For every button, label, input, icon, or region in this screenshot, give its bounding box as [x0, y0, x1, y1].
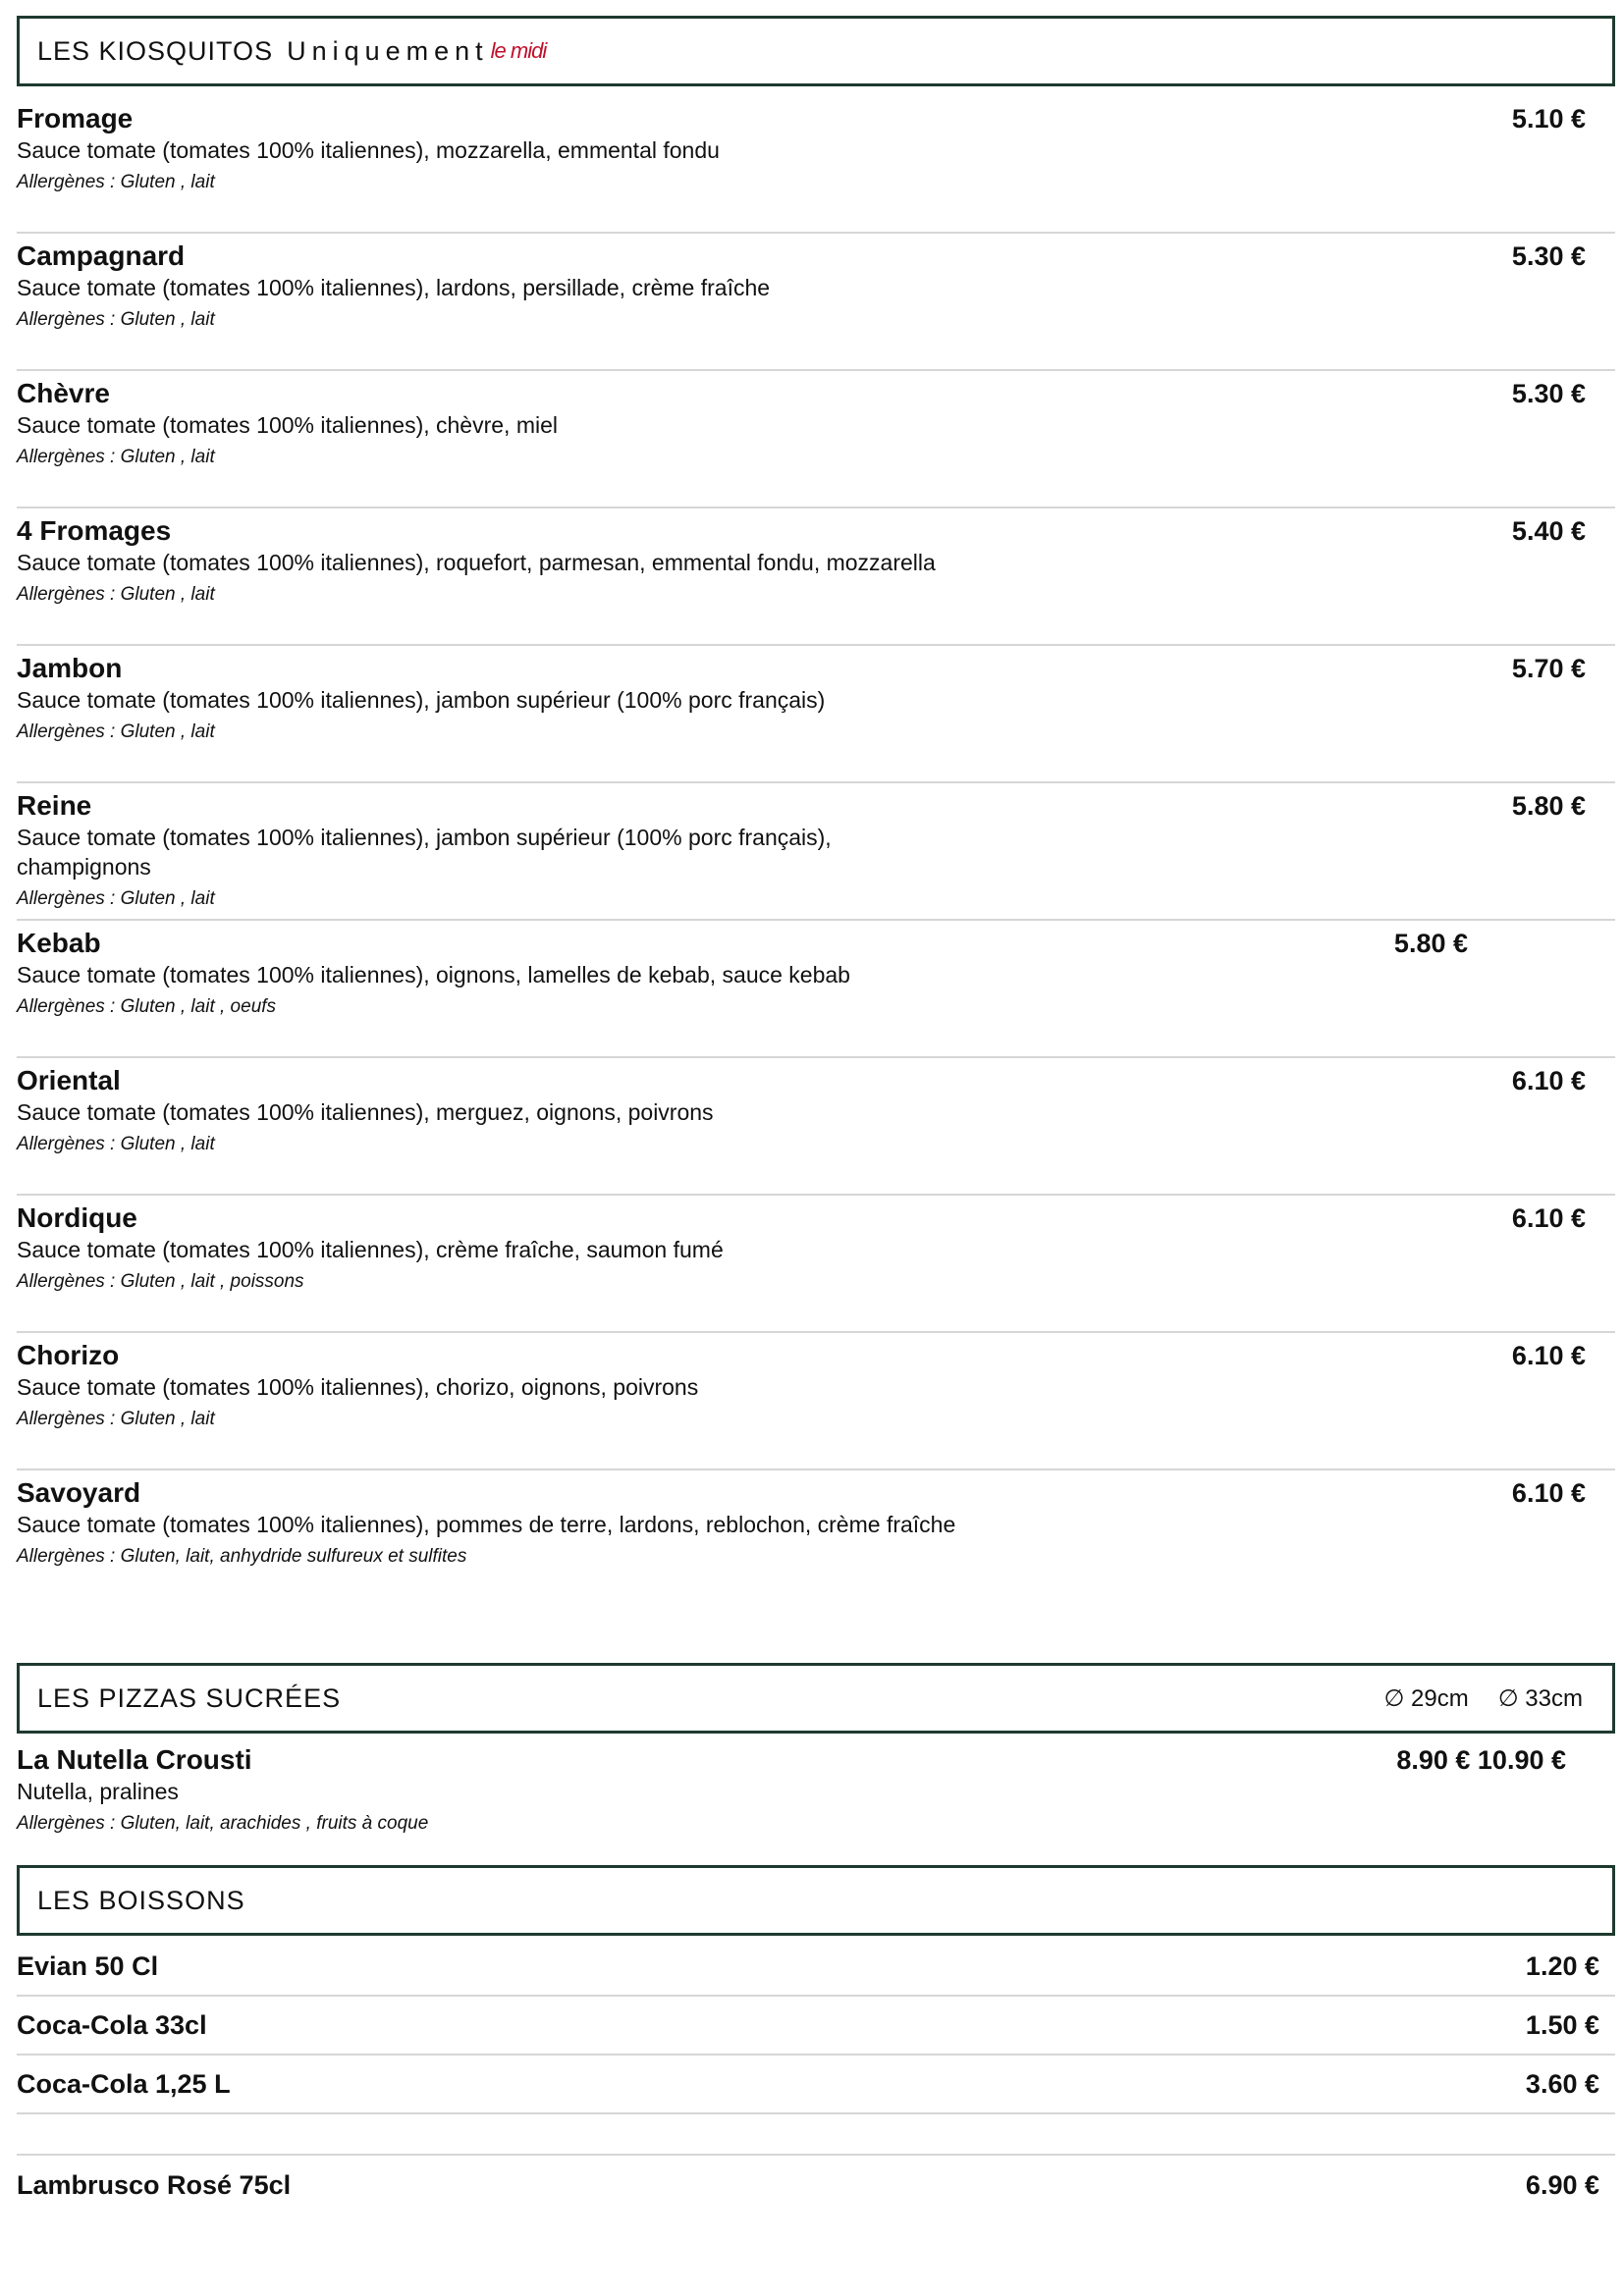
- menu-item: [17, 508, 1615, 646]
- item-price: 5.40 €: [1511, 516, 1586, 546]
- item-price: 5.80 €: [1511, 791, 1586, 821]
- item-description: Sauce tomate (tomates 100% italiennes), mozzarella, emmental fondu: [17, 137, 720, 163]
- item-name: Chorizo: [17, 1340, 120, 1370]
- item-description: Sauce tomate (tomates 100% italiennes), lardons, persillade, crème fraîche: [17, 275, 771, 300]
- item-allergens: Allergènes : Gluten, lait, anhydride sulfureux et sulfites: [17, 1546, 467, 1567]
- drink-name: Coca-Cola 33cl: [17, 2009, 207, 2040]
- menu-item: [17, 1058, 1615, 1196]
- item-price: 6.10 €: [1511, 1066, 1586, 1095]
- drink-item: [17, 1938, 1615, 1997]
- item-allergens: Allergènes : Gluten , lait: [17, 584, 215, 605]
- item-allergens: Allergènes : Gluten , lait: [17, 447, 215, 467]
- item-allergens: Allergènes : Gluten , lait: [17, 172, 215, 192]
- item-description: Nutella, pralines: [17, 1779, 179, 1804]
- menu-item: [17, 921, 1615, 1058]
- item-name: Kebab: [17, 928, 101, 958]
- item-name: 4 Fromages: [17, 515, 172, 546]
- item-price: 5.70 €: [1511, 654, 1586, 683]
- item-allergens: Allergènes : Gluten , lait: [17, 721, 215, 742]
- menu-item: [17, 646, 1615, 783]
- item-name: Chèvre: [17, 378, 110, 408]
- item-name: Jambon: [17, 653, 123, 683]
- item-description: Sauce tomate (tomates 100% italiennes), pommes de terre, lardons, reblochon, crème fraîche: [17, 1512, 956, 1537]
- item-price: 5.30 €: [1511, 379, 1586, 408]
- item-allergens: Allergènes : Gluten, lait, arachides , fruits à coque: [17, 1813, 429, 1834]
- boissons-list: [17, 1938, 1615, 2215]
- drink-item: [17, 2156, 1615, 2215]
- item-description: Sauce tomate (tomates 100% italiennes), chèvre, miel: [17, 412, 558, 438]
- size-33cm: ∅ 33cm: [1497, 1684, 1583, 1712]
- menu-item: [17, 371, 1615, 508]
- size-29cm: ∅ 29cm: [1383, 1684, 1469, 1712]
- item-price: 6.10 €: [1511, 1478, 1586, 1508]
- drink-price: 6.90 €: [1525, 2169, 1599, 2200]
- drink-item: [17, 1997, 1615, 2056]
- item-name: Oriental: [17, 1065, 121, 1095]
- menu-item: [17, 1470, 1615, 1608]
- boissons-title: LES BOISSONS: [37, 1885, 245, 1915]
- item-description: Sauce tomate (tomates 100% italiennes), jambon supérieur (100% porc français): [17, 687, 826, 713]
- item-price: 6.10 €: [1511, 1341, 1586, 1370]
- menu-item: [17, 234, 1615, 371]
- size-columns: [1383, 1684, 1583, 1713]
- item-name: La Nutella Crousti: [17, 1744, 252, 1775]
- menu-item: [17, 1333, 1615, 1470]
- drink-name: Lambrusco Rosé 75cl: [17, 2169, 292, 2200]
- item-price: 8.90 € 10.90 €: [1396, 1745, 1566, 1775]
- item-name: Fromage: [17, 103, 134, 133]
- item-price: 5.80 €: [1393, 929, 1468, 958]
- item-name: Campagnard: [17, 240, 186, 271]
- drink-price: 1.50 €: [1525, 2009, 1599, 2040]
- item-name: Nordique: [17, 1202, 137, 1233]
- item-allergens: Allergènes : Gluten , lait: [17, 888, 215, 909]
- item-price: 6.10 €: [1511, 1203, 1586, 1233]
- item-name: Savoyard: [17, 1477, 141, 1508]
- menu-item: [17, 783, 1615, 921]
- item-allergens: Allergènes : Gluten , lait , poissons: [17, 1271, 304, 1292]
- sucrees-header: [17, 1663, 1615, 1734]
- item-allergens: Allergènes : Gluten , lait: [17, 1134, 215, 1154]
- menu-item: [17, 1734, 1615, 1851]
- divider: [17, 2114, 1615, 2156]
- item-name: Reine: [17, 790, 92, 821]
- item-description: Sauce tomate (tomates 100% italiennes), merguez, oignons, poivrons: [17, 1099, 714, 1125]
- item-description: Sauce tomate (tomates 100% italiennes), jambon supérieur (100% porc français), champignons: [17, 825, 832, 880]
- item-price: 5.30 €: [1511, 241, 1586, 271]
- drink-price: 3.60 €: [1525, 2068, 1599, 2099]
- item-description: Sauce tomate (tomates 100% italiennes), crème fraîche, saumon fumé: [17, 1237, 724, 1262]
- item-description: Sauce tomate (tomates 100% italiennes), chorizo, oignons, poivrons: [17, 1374, 699, 1400]
- item-allergens: Allergènes : Gluten , lait: [17, 1409, 215, 1429]
- item-allergens: Allergènes : Gluten , lait: [17, 309, 215, 330]
- item-description: Sauce tomate (tomates 100% italiennes), oignons, lamelles de kebab, sauce kebab: [17, 962, 850, 988]
- kiosquitos-header: [17, 16, 1615, 86]
- item-description: Sauce tomate (tomates 100% italiennes), roquefort, parmesan, emmental fondu, mozzarella: [17, 550, 936, 575]
- sucrees-title: LES PIZZAS SUCRÉES: [37, 1682, 342, 1713]
- menu-item: [17, 96, 1615, 234]
- menu-page: [17, 16, 1615, 2215]
- drink-price: 1.20 €: [1525, 1950, 1599, 1981]
- kiosquitos-list: [17, 96, 1615, 1608]
- drink-item: [17, 2056, 1615, 2114]
- drink-name: Evian 50 Cl: [17, 1950, 159, 1981]
- kiosquitos-title: LES KIOSQUITOS: [37, 35, 274, 66]
- item-price: 5.10 €: [1511, 104, 1586, 133]
- kiosquitos-title-midi: le midi: [490, 38, 547, 63]
- drink-name: Coca-Cola 1,25 L: [17, 2068, 231, 2099]
- boissons-header: [17, 1865, 1615, 1936]
- item-allergens: Allergènes : Gluten , lait , oeufs: [17, 996, 277, 1017]
- menu-item: [17, 1196, 1615, 1333]
- kiosquitos-title-uniquement: Uniquement: [287, 35, 489, 66]
